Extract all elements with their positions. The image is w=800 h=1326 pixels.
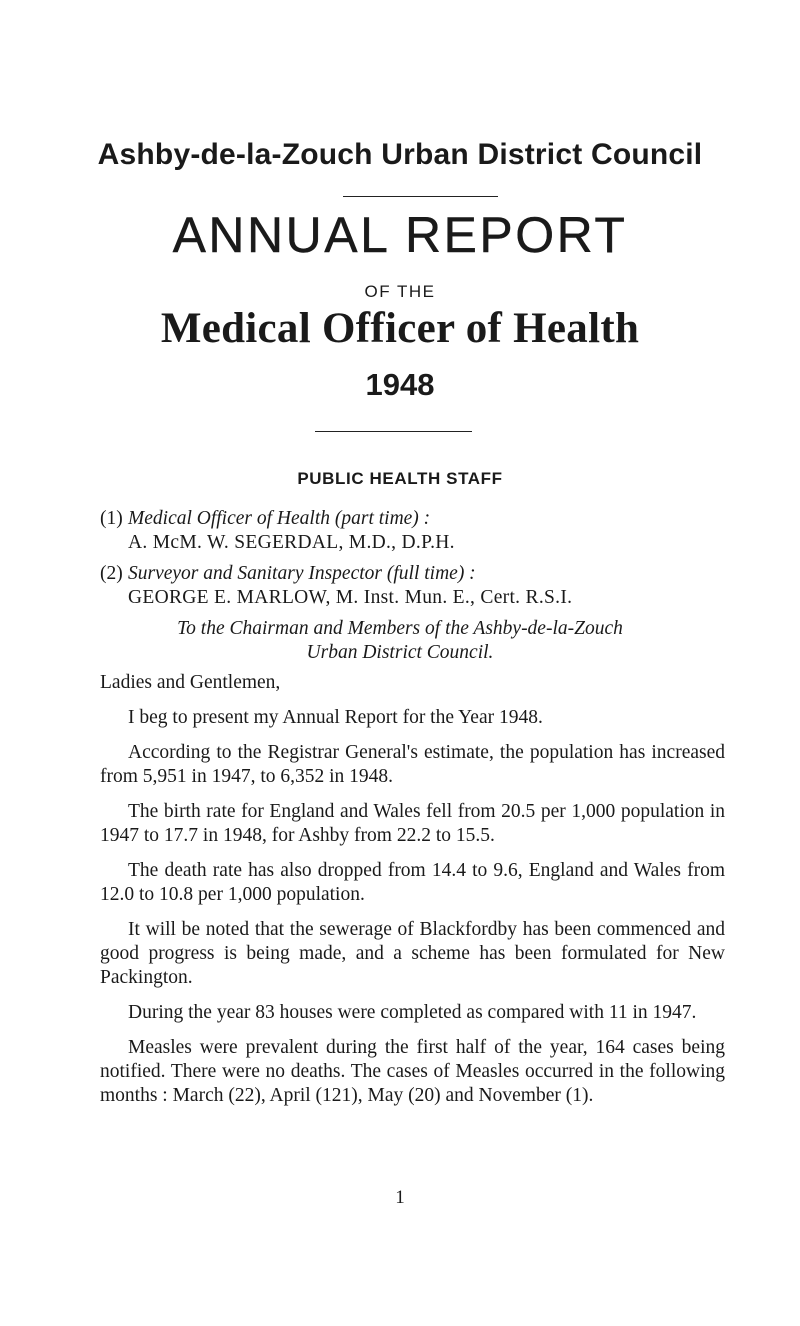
council-name: Ashby-de-la-Zouch Urban District Council xyxy=(97,138,703,171)
report-title: ANNUAL REPORT xyxy=(172,207,628,263)
letter-address xyxy=(0,617,800,665)
staff-entry-1 xyxy=(100,507,780,555)
report-year: 1948 xyxy=(365,367,435,402)
address-line-1: To the Chairman and Members of the Ashby-de-la-Zouch xyxy=(177,618,623,639)
letter-body xyxy=(100,671,725,1119)
staff-heading: PUBLIC HEALTH STAFF xyxy=(297,469,503,488)
staff-entry-2 xyxy=(100,562,780,610)
address-line-2: Urban District Council. xyxy=(306,642,494,663)
staff-name: GEORGE E. MARLOW, M. Inst. Mun. E., Cert. R.S.I. xyxy=(128,587,573,608)
staff-number: (2) xyxy=(100,563,123,584)
top-divider xyxy=(343,196,498,197)
bottom-divider xyxy=(315,431,472,432)
report-subtitle: Medical Officer of Health xyxy=(160,305,640,352)
staff-name: A. McM. W. SEGERDAL, M.D., D.P.H. xyxy=(128,532,455,553)
paragraph-measles: Measles were prevalent during the first half of the year, 164 cases being notified. There were no deaths. The cases of Measles occurred in the following months : March (22), April (121), May (20) and November (1). xyxy=(100,1037,725,1106)
staff-role: Surveyor and Sanitary Inspector (full time) : xyxy=(128,563,476,584)
paragraph-birth-rate: The birth rate for England and Wales fell from 20.5 per 1,000 population in 1947 to 17.7 in 1948, for Ashby from 22.2 to 15.5. xyxy=(100,801,725,846)
staff-role: Medical Officer of Health (part time) : xyxy=(128,508,431,529)
of-the-label: OF THE xyxy=(364,282,436,301)
staff-number: (1) xyxy=(100,508,123,529)
paragraph-sewerage: It will be noted that the sewerage of Blackfordby has been commenced and good progress is being made, and a scheme has been formulated for New Packington. xyxy=(100,919,725,988)
page-number: 1 xyxy=(395,1187,405,1208)
paragraph-intro: I beg to present my Annual Report for the Year 1948. xyxy=(128,707,543,728)
paragraph-population: According to the Registrar General's estimate, the population has increased from 5,951 in 1947, to 6,352 in 1948. xyxy=(100,742,725,787)
paragraph-housing: During the year 83 houses were completed as compared with 11 in 1947. xyxy=(128,1002,697,1023)
paragraph-death-rate: The death rate has also dropped from 14.4 to 9.6, England and Wales from 12.0 to 10.8 per 1,000 population. xyxy=(100,860,725,905)
salutation: Ladies and Gentlemen, xyxy=(100,672,281,693)
